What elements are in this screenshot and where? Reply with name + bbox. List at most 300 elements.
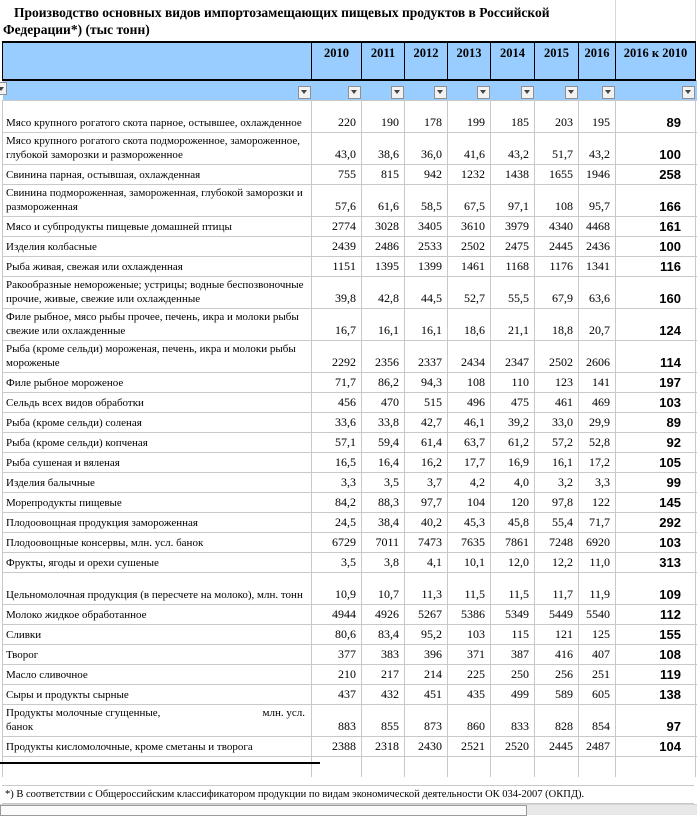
value-cell[interactable]: 855 (362, 705, 405, 737)
ratio-cell[interactable]: 109 (616, 573, 696, 605)
value-cell[interactable]: 3,2 (535, 473, 579, 493)
product-name-cell[interactable]: Сливки (3, 625, 312, 645)
column-header-2013[interactable]: 2013 (448, 42, 491, 80)
value-cell[interactable]: 3,5 (362, 473, 405, 493)
value-cell[interactable]: 3,8 (362, 553, 405, 573)
column-header-2016[interactable]: 2016 (579, 42, 616, 80)
value-cell[interactable]: 21,1 (491, 309, 535, 341)
product-name-cell[interactable]: Творог (3, 645, 312, 665)
product-name-cell[interactable] (3, 705, 312, 737)
ratio-cell[interactable]: 103 (616, 533, 696, 553)
value-cell[interactable]: 1151 (312, 257, 362, 277)
value-cell[interactable]: 5449 (535, 605, 579, 625)
filter-dropdown-button[interactable] (682, 86, 695, 99)
value-cell[interactable]: 11,5 (491, 573, 535, 605)
value-cell[interactable]: 94,3 (405, 373, 448, 393)
value-cell[interactable]: 2292 (312, 341, 362, 373)
ratio-cell[interactable]: 100 (616, 133, 696, 165)
value-cell[interactable]: 195 (579, 101, 616, 133)
value-cell[interactable]: 4944 (312, 605, 362, 625)
chevron-down-icon (524, 90, 530, 94)
value-cell[interactable]: 210 (312, 665, 362, 685)
value-cell[interactable]: 371 (448, 645, 491, 665)
label-part: млн. усл. (262, 707, 305, 719)
value-cell[interactable]: 828 (535, 705, 579, 737)
product-name-cell[interactable]: Сыры и продукты сырные (3, 685, 312, 705)
product-name-cell[interactable]: Плодоовощная продукция замороженная (3, 513, 312, 533)
value-cell[interactable]: 515 (405, 393, 448, 413)
value-cell[interactable]: 407 (579, 645, 616, 665)
value-cell[interactable]: 3028 (362, 217, 405, 237)
value-cell[interactable]: 220 (312, 101, 362, 133)
value-cell[interactable]: 7248 (535, 533, 579, 553)
value-cell[interactable]: 11,3 (405, 573, 448, 605)
value-cell[interactable]: 214 (405, 665, 448, 685)
empty-cell (579, 757, 616, 777)
filter-dropdown-button[interactable] (477, 86, 490, 99)
value-cell[interactable]: 755 (312, 165, 362, 185)
value-cell[interactable]: 38,4 (362, 513, 405, 533)
value-cell[interactable]: 108 (535, 185, 579, 217)
column-header-2014[interactable]: 2014 (491, 42, 535, 80)
filter-dropdown-button[interactable] (391, 86, 404, 99)
value-cell[interactable]: 1438 (491, 165, 535, 185)
ratio-cell[interactable]: 160 (616, 277, 696, 309)
label-part: банок (6, 720, 34, 733)
value-cell[interactable]: 61,2 (491, 433, 535, 453)
value-cell[interactable]: 67,9 (535, 277, 579, 309)
value-cell[interactable]: 2436 (579, 237, 616, 257)
filter-cell (579, 80, 616, 101)
value-cell[interactable]: 1655 (535, 165, 579, 185)
table-row (3, 185, 697, 217)
filter-cell (312, 80, 362, 101)
ratio-cell[interactable]: 197 (616, 373, 696, 393)
value-cell[interactable]: 46,1 (448, 413, 491, 433)
product-name-cell[interactable]: Изделия колбасные (3, 237, 312, 257)
value-cell[interactable]: 44,5 (405, 277, 448, 309)
value-cell[interactable]: 942 (405, 165, 448, 185)
value-cell[interactable]: 39,2 (491, 413, 535, 433)
value-cell[interactable]: 95,2 (405, 625, 448, 645)
value-cell[interactable]: 40,2 (405, 513, 448, 533)
filter-dropdown-button[interactable] (0, 82, 7, 95)
value-cell[interactable]: 52,7 (448, 277, 491, 309)
ratio-cell[interactable]: 112 (616, 605, 696, 625)
value-cell[interactable]: 4340 (535, 217, 579, 237)
value-cell[interactable]: 29,9 (579, 413, 616, 433)
column-header-2015[interactable]: 2015 (535, 42, 579, 80)
filter-dropdown-button[interactable] (565, 86, 578, 99)
value-cell[interactable]: 589 (535, 685, 579, 705)
value-cell[interactable]: 2486 (362, 237, 405, 257)
value-cell[interactable]: 59,4 (362, 433, 405, 453)
value-cell[interactable]: 833 (491, 705, 535, 737)
value-cell[interactable]: 2475 (491, 237, 535, 257)
scrollbar-thumb[interactable] (0, 805, 527, 816)
value-cell[interactable]: 115 (491, 625, 535, 645)
value-cell[interactable]: 4926 (362, 605, 405, 625)
value-cell[interactable]: 16,7 (312, 309, 362, 341)
value-cell[interactable]: 883 (312, 705, 362, 737)
value-cell[interactable]: 2521 (448, 737, 491, 757)
value-cell[interactable]: 103 (448, 625, 491, 645)
value-cell[interactable]: 11,7 (535, 573, 579, 605)
value-cell[interactable]: 16,9 (491, 453, 535, 473)
product-name-cell[interactable]: Ракообразные немороженые; устрицы; водные беспозвоночные прочие, живые, свежие или охлажденные (3, 277, 312, 309)
value-cell[interactable]: 11,0 (579, 553, 616, 573)
value-cell[interactable]: 2439 (312, 237, 362, 257)
value-cell[interactable]: 7861 (491, 533, 535, 553)
table-row (3, 513, 697, 533)
value-cell[interactable]: 10,9 (312, 573, 362, 605)
value-cell[interactable]: 3,5 (312, 553, 362, 573)
value-cell[interactable]: 2533 (405, 237, 448, 257)
value-cell[interactable]: 7473 (405, 533, 448, 553)
filter-dropdown-button[interactable] (521, 86, 534, 99)
product-name-cell[interactable]: Масло сливочное (3, 665, 312, 685)
value-cell[interactable]: 1461 (448, 257, 491, 277)
ratio-cell[interactable]: 100 (616, 237, 696, 257)
value-cell[interactable]: 190 (362, 101, 405, 133)
table-row (3, 573, 697, 605)
value-cell[interactable]: 57,2 (535, 433, 579, 453)
table-row (3, 737, 697, 757)
footnote: *) В соответствии с Общероссийским классификатором продукции по видам экономической деятельности ОК 034-2007 (ОКПД). (2, 785, 694, 804)
value-cell[interactable]: 432 (362, 685, 405, 705)
value-cell[interactable]: 71,7 (579, 513, 616, 533)
value-cell[interactable]: 256 (535, 665, 579, 685)
ratio-cell[interactable]: 97 (616, 705, 696, 737)
table-row (3, 705, 697, 737)
value-cell[interactable]: 2430 (405, 737, 448, 757)
value-cell[interactable]: 97,7 (405, 493, 448, 513)
value-cell[interactable]: 499 (491, 685, 535, 705)
table-row (3, 665, 697, 685)
ratio-cell[interactable]: 292 (616, 513, 696, 533)
value-cell[interactable]: 20,7 (579, 309, 616, 341)
value-cell[interactable]: 2347 (491, 341, 535, 373)
ratio-cell[interactable]: 145 (616, 493, 696, 513)
table-body (3, 101, 697, 777)
value-cell[interactable]: 43,2 (491, 133, 535, 165)
ratio-cell[interactable]: 155 (616, 625, 696, 645)
value-cell[interactable]: 250 (491, 665, 535, 685)
product-name-cell[interactable]: Фрукты, ягоды и орехи сушеные (3, 553, 312, 573)
value-cell[interactable]: 16,1 (535, 453, 579, 473)
value-cell[interactable]: 63,7 (448, 433, 491, 453)
value-cell[interactable]: 2520 (491, 737, 535, 757)
value-cell[interactable]: 83,4 (362, 625, 405, 645)
ratio-cell[interactable]: 116 (616, 257, 696, 277)
product-name-cell[interactable]: Мясо крупного рогатого скота подмороженное, замороженное, глубокой заморозки и размороженное (3, 133, 312, 165)
value-cell[interactable]: 2356 (362, 341, 405, 373)
column-header-2016-to-2010[interactable]: 2016 к 2010 (616, 42, 696, 80)
value-cell[interactable]: 3405 (405, 217, 448, 237)
ratio-cell[interactable]: 119 (616, 665, 696, 685)
page-title-line2: Федерации*) (тыс тонн) (3, 22, 150, 37)
value-cell[interactable]: 217 (362, 665, 405, 685)
value-cell[interactable]: 141 (579, 373, 616, 393)
filter-dropdown-button[interactable] (298, 86, 311, 99)
value-cell[interactable]: 61,6 (362, 185, 405, 217)
value-cell[interactable]: 88,3 (362, 493, 405, 513)
value-cell[interactable]: 12,2 (535, 553, 579, 573)
value-cell[interactable]: 43,2 (579, 133, 616, 165)
value-cell[interactable]: 125 (579, 625, 616, 645)
value-cell[interactable]: 7635 (448, 533, 491, 553)
value-cell[interactable]: 3,3 (312, 473, 362, 493)
product-name-cell[interactable]: Цельномолочная продукция (в пересчете на молоко), млн. тонн (3, 573, 312, 605)
value-cell[interactable]: 178 (405, 101, 448, 133)
value-cell[interactable]: 39,8 (312, 277, 362, 309)
value-cell[interactable]: 1395 (362, 257, 405, 277)
value-cell[interactable]: 55,4 (535, 513, 579, 533)
value-cell[interactable]: 52,8 (579, 433, 616, 453)
value-cell[interactable]: 57,1 (312, 433, 362, 453)
ratio-cell[interactable]: 313 (616, 553, 696, 573)
value-cell[interactable]: 5540 (579, 605, 616, 625)
value-cell[interactable]: 55,5 (491, 277, 535, 309)
value-cell[interactable]: 43,0 (312, 133, 362, 165)
ratio-cell[interactable]: 166 (616, 185, 696, 217)
ratio-cell[interactable]: 108 (616, 645, 696, 665)
value-cell[interactable]: 2445 (535, 237, 579, 257)
value-cell[interactable]: 61,4 (405, 433, 448, 453)
value-cell[interactable]: 71,7 (312, 373, 362, 393)
product-name-cell[interactable]: Изделия балычные (3, 473, 312, 493)
value-cell[interactable]: 475 (491, 393, 535, 413)
value-cell[interactable]: 2337 (405, 341, 448, 373)
gridline (615, 0, 616, 41)
value-cell[interactable]: 873 (405, 705, 448, 737)
value-cell[interactable]: 51,7 (535, 133, 579, 165)
ratio-cell[interactable]: 104 (616, 737, 696, 757)
value-cell[interactable]: 16,2 (405, 453, 448, 473)
value-cell[interactable]: 2318 (362, 737, 405, 757)
ratio-cell[interactable]: 114 (616, 341, 696, 373)
value-cell[interactable]: 80,6 (312, 625, 362, 645)
column-header-2012[interactable]: 2012 (405, 42, 448, 80)
value-cell[interactable]: 95,7 (579, 185, 616, 217)
value-cell[interactable]: 110 (491, 373, 535, 393)
ratio-cell[interactable]: 103 (616, 393, 696, 413)
value-cell[interactable]: 42,8 (362, 277, 405, 309)
value-cell[interactable]: 2502 (448, 237, 491, 257)
value-cell[interactable]: 67,5 (448, 185, 491, 217)
value-cell[interactable]: 2445 (535, 737, 579, 757)
value-cell[interactable]: 1168 (491, 257, 535, 277)
value-cell[interactable]: 38,6 (362, 133, 405, 165)
value-cell[interactable]: 437 (312, 685, 362, 705)
value-cell[interactable]: 33,0 (535, 413, 579, 433)
value-cell[interactable]: 17,7 (448, 453, 491, 473)
product-name-cell[interactable]: Мясо крупного рогатого скота парное, остывшее, охлажденное (3, 101, 312, 133)
value-cell[interactable]: 5349 (491, 605, 535, 625)
value-cell[interactable]: 496 (448, 393, 491, 413)
value-cell[interactable]: 104 (448, 493, 491, 513)
value-cell[interactable]: 123 (535, 373, 579, 393)
value-cell[interactable]: 469 (579, 393, 616, 413)
value-cell[interactable]: 86,2 (362, 373, 405, 393)
value-cell[interactable]: 2388 (312, 737, 362, 757)
value-cell[interactable]: 108 (448, 373, 491, 393)
value-cell[interactable]: 58,5 (405, 185, 448, 217)
value-cell[interactable]: 12,0 (491, 553, 535, 573)
value-cell[interactable]: 6729 (312, 533, 362, 553)
value-cell[interactable]: 387 (491, 645, 535, 665)
value-cell[interactable]: 5267 (405, 605, 448, 625)
table-row (3, 309, 697, 341)
value-cell[interactable]: 45,3 (448, 513, 491, 533)
filter-cell (362, 80, 405, 101)
value-cell[interactable]: 10,1 (448, 553, 491, 573)
product-name-cell[interactable]: Филе рыбное мороженое (3, 373, 312, 393)
value-cell[interactable]: 16,1 (362, 309, 405, 341)
value-cell[interactable]: 225 (448, 665, 491, 685)
value-cell[interactable]: 396 (405, 645, 448, 665)
ratio-cell[interactable]: 124 (616, 309, 696, 341)
value-cell[interactable]: 456 (312, 393, 362, 413)
product-name-cell[interactable]: Молоко жидкое обработанное (3, 605, 312, 625)
value-cell[interactable]: 3979 (491, 217, 535, 237)
product-name-cell[interactable]: Свинина подмороженная, замороженная, глубокой заморозки и размороженная (3, 185, 312, 217)
value-cell[interactable]: 416 (535, 645, 579, 665)
value-cell[interactable]: 203 (535, 101, 579, 133)
value-cell[interactable]: 377 (312, 645, 362, 665)
value-cell[interactable]: 815 (362, 165, 405, 185)
value-cell[interactable]: 122 (579, 493, 616, 513)
product-name-cell[interactable]: Мясо и субпродукты пищевые домашней птицы (3, 217, 312, 237)
value-cell[interactable]: 16,4 (362, 453, 405, 473)
table-row (3, 433, 697, 453)
empty-cell (362, 757, 405, 777)
value-cell[interactable]: 84,2 (312, 493, 362, 513)
value-cell[interactable]: 4,1 (405, 553, 448, 573)
product-name-cell[interactable]: Рыба (кроме сельди) копченая (3, 433, 312, 453)
value-cell[interactable]: 18,8 (535, 309, 579, 341)
value-cell[interactable]: 435 (448, 685, 491, 705)
ratio-cell[interactable]: 258 (616, 165, 696, 185)
empty-cell (535, 757, 579, 777)
value-cell[interactable]: 7011 (362, 533, 405, 553)
products-column-header[interactable] (3, 42, 312, 80)
value-cell[interactable]: 97,8 (535, 493, 579, 513)
product-name-cell[interactable]: Рыба живая, свежая или охлажденная (3, 257, 312, 277)
product-name-cell[interactable]: Филе рыбное, мясо рыбы прочее, печень, икра и молоки рыбы свежие или охлажденные (3, 309, 312, 341)
value-cell[interactable]: 4468 (579, 217, 616, 237)
product-name-cell[interactable]: Рыба (кроме сельди) соленая (3, 413, 312, 433)
value-cell[interactable]: 251 (579, 665, 616, 685)
value-cell[interactable]: 24,5 (312, 513, 362, 533)
value-cell[interactable]: 4,0 (491, 473, 535, 493)
ratio-cell[interactable]: 89 (616, 413, 696, 433)
value-cell[interactable]: 57,6 (312, 185, 362, 217)
value-cell[interactable]: 1946 (579, 165, 616, 185)
value-cell[interactable]: 3,7 (405, 473, 448, 493)
filter-dropdown-button[interactable] (602, 86, 615, 99)
value-cell[interactable]: 11,9 (579, 573, 616, 605)
value-cell[interactable]: 1399 (405, 257, 448, 277)
value-cell[interactable]: 2502 (535, 341, 579, 373)
value-cell[interactable]: 185 (491, 101, 535, 133)
product-name-cell[interactable]: Плодоовощные консервы, млн. усл. банок (3, 533, 312, 553)
value-cell[interactable]: 36,0 (405, 133, 448, 165)
value-cell[interactable]: 63,6 (579, 277, 616, 309)
value-cell[interactable]: 17,2 (579, 453, 616, 473)
value-cell[interactable]: 33,6 (312, 413, 362, 433)
value-cell[interactable]: 121 (535, 625, 579, 645)
ratio-cell[interactable]: 99 (616, 473, 696, 493)
value-cell[interactable]: 11,5 (448, 573, 491, 605)
data-table (2, 41, 697, 777)
value-cell[interactable]: 451 (405, 685, 448, 705)
value-cell[interactable]: 41,6 (448, 133, 491, 165)
horizontal-scrollbar[interactable] (0, 804, 697, 815)
value-cell[interactable]: 18,6 (448, 309, 491, 341)
product-name-cell[interactable]: Рыба сушеная и вяленая (3, 453, 312, 473)
value-cell[interactable]: 1176 (535, 257, 579, 277)
value-cell[interactable]: 3,3 (579, 473, 616, 493)
value-cell[interactable]: 199 (448, 101, 491, 133)
column-header-2010[interactable]: 2010 (312, 42, 362, 80)
value-cell[interactable]: 1341 (579, 257, 616, 277)
value-cell[interactable]: 461 (535, 393, 579, 413)
value-cell[interactable]: 854 (579, 705, 616, 737)
table-row (3, 373, 697, 393)
ratio-cell[interactable]: 105 (616, 453, 696, 473)
product-name-cell[interactable]: Свинина парная, остывшая, охлажденная (3, 165, 312, 185)
table-row (3, 277, 697, 309)
filter-dropdown-button[interactable] (434, 86, 447, 99)
value-cell[interactable]: 2774 (312, 217, 362, 237)
value-cell[interactable]: 16,5 (312, 453, 362, 473)
product-name-cell[interactable]: Морепродукты пищевые (3, 493, 312, 513)
value-cell[interactable]: 33,8 (362, 413, 405, 433)
value-cell[interactable]: 97,1 (491, 185, 535, 217)
value-cell[interactable]: 2606 (579, 341, 616, 373)
value-cell[interactable]: 1232 (448, 165, 491, 185)
value-cell[interactable]: 45,8 (491, 513, 535, 533)
ratio-cell[interactable]: 89 (616, 101, 696, 133)
product-name-cell[interactable]: Рыба (кроме сельди) мороженая, печень, икра и молоки рыбы мороженые (3, 341, 312, 373)
product-name-cell[interactable]: Продукты кисломолочные, кроме сметаны и творога (3, 737, 312, 757)
value-cell[interactable]: 4,2 (448, 473, 491, 493)
filter-dropdown-button[interactable] (348, 86, 361, 99)
value-cell[interactable]: 16,1 (405, 309, 448, 341)
value-cell[interactable]: 5386 (448, 605, 491, 625)
ratio-cell[interactable]: 138 (616, 685, 696, 705)
table-row (3, 645, 697, 665)
value-cell[interactable]: 470 (362, 393, 405, 413)
product-name-cell[interactable]: Сельдь всех видов обработки (3, 393, 312, 413)
ratio-cell[interactable]: 161 (616, 217, 696, 237)
value-cell[interactable]: 2487 (579, 737, 616, 757)
value-cell[interactable]: 383 (362, 645, 405, 665)
value-cell[interactable]: 3610 (448, 217, 491, 237)
column-header-2011[interactable]: 2011 (362, 42, 405, 80)
value-cell[interactable]: 10,7 (362, 573, 405, 605)
value-cell[interactable]: 605 (579, 685, 616, 705)
value-cell[interactable]: 6920 (579, 533, 616, 553)
ratio-cell[interactable]: 92 (616, 433, 696, 453)
value-cell[interactable]: 860 (448, 705, 491, 737)
value-cell[interactable]: 120 (491, 493, 535, 513)
filter-cell (616, 80, 696, 101)
filter-cell (491, 80, 535, 101)
value-cell[interactable]: 42,7 (405, 413, 448, 433)
value-cell[interactable]: 2434 (448, 341, 491, 373)
